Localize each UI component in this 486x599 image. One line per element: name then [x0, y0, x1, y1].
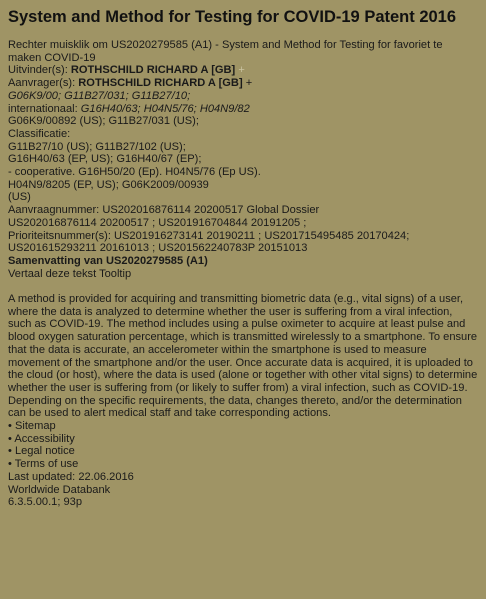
classification-label: Classificatie:: [8, 127, 71, 140]
g06k-line: G06K9/00892 (US); G11B27/031 (US);: [8, 115, 199, 128]
footer-link-terms-of-use[interactable]: • Terms of use: [8, 458, 79, 471]
ipc-codes: G06K9/00; G11B27/031; G11B27/10;: [8, 89, 191, 102]
page-title: System and Method for Testing for COVID-19 Patent 2016: [8, 8, 457, 26]
inventor-row: [8, 64, 478, 77]
international-codes: G16H40/63; H04N5/76; H04N9/82: [80, 102, 250, 115]
translate-tooltip[interactable]: Vertaal deze tekst Tooltip: [8, 267, 132, 280]
last-updated: Last updated: 22.06.2016: [8, 470, 134, 483]
classification-line-2: G16H40/63 (EP, US); G16H40/67 (EP);: [8, 153, 202, 166]
application-number-2: US202016876114 20200517 ; US201916704844 20191205 ;: [8, 216, 307, 229]
footer-link-accessibility[interactable]: • Accessibility: [8, 432, 75, 445]
intro-line: Rechter muisklik om US2020279585 (A1) - System and Method for Testing for favoriet te maken COVID-19: [8, 39, 443, 64]
application-number: Aanvraagnummer: US202016876114 20200517 Global Dossier: [8, 204, 320, 217]
classification-line-1: G11B27/10 (US); G11B27/102 (US);: [8, 140, 186, 153]
applicant-label: Aanvrager(s):: [8, 77, 76, 90]
inventor-plus[interactable]: +: [238, 64, 245, 77]
summary-heading: Samenvatting van US2020279585 (A1): [8, 254, 208, 267]
footer-link-legal-notice[interactable]: • Legal notice: [8, 445, 75, 458]
footer-link-sitemap[interactable]: • Sitemap: [8, 420, 56, 433]
applicant-row: [8, 77, 478, 90]
classification-line-3: - cooperative. G16H50/20 (Ep). H04N5/76 (Ep US).: [8, 166, 261, 179]
patent-metadata: [8, 39, 478, 280]
version-info: 6.3.5.00.1; 93p: [8, 496, 83, 509]
databank-name: Worldwide Databank: [8, 483, 111, 496]
inventor-label: Uitvinder(s):: [8, 64, 68, 77]
classification-line-4: H04N9/8205 (EP, US); G06K2009/00939: [8, 178, 209, 191]
priority-numbers-1: Prioriteitsnummer(s): US201916273141 20190211 ; US201715495485 20170424;: [8, 229, 410, 242]
inventor-name[interactable]: ROTHSCHILD RICHARD A [GB]: [70, 64, 236, 77]
classification-line-5: (US): [8, 191, 31, 204]
international-row: [8, 103, 478, 116]
priority-numbers-2: US201615293211 20161013 ; US201562240783P 20151013: [8, 242, 308, 255]
footer: [8, 420, 478, 509]
applicant-name[interactable]: ROTHSCHILD RICHARD A [GB]: [78, 77, 243, 90]
international-label: internationaal:: [8, 102, 78, 115]
abstract-text: A method is provided for acquiring and transmitting biometric data (e.g., vital signs) of a user, where the data is analyzed to determine whether the user is suffering from a viral infection, such as COVID-19. The method includes using a pulse oximeter to acquire at least pulse and blood oxygen saturation percentage, which is transmitted wirelessly to a smartphone. To ensure that the data is accurate, an accelerometer within the smartphone is used to measure movement of the smartphone and/or the user. Once accurate data is acquired, it is uploaded to the cloud (or host), where the data is used (alone or together with other vital signs) to determine whether the user is suffering from (or likely to suffer from) a viral infection, such as COVID-19. Depending on the specific requirements, the data, changes thereto, and/or the determination can be used to alert medical staff and take corresponding actions.: [8, 293, 478, 420]
applicant-plus[interactable]: +: [245, 77, 253, 90]
